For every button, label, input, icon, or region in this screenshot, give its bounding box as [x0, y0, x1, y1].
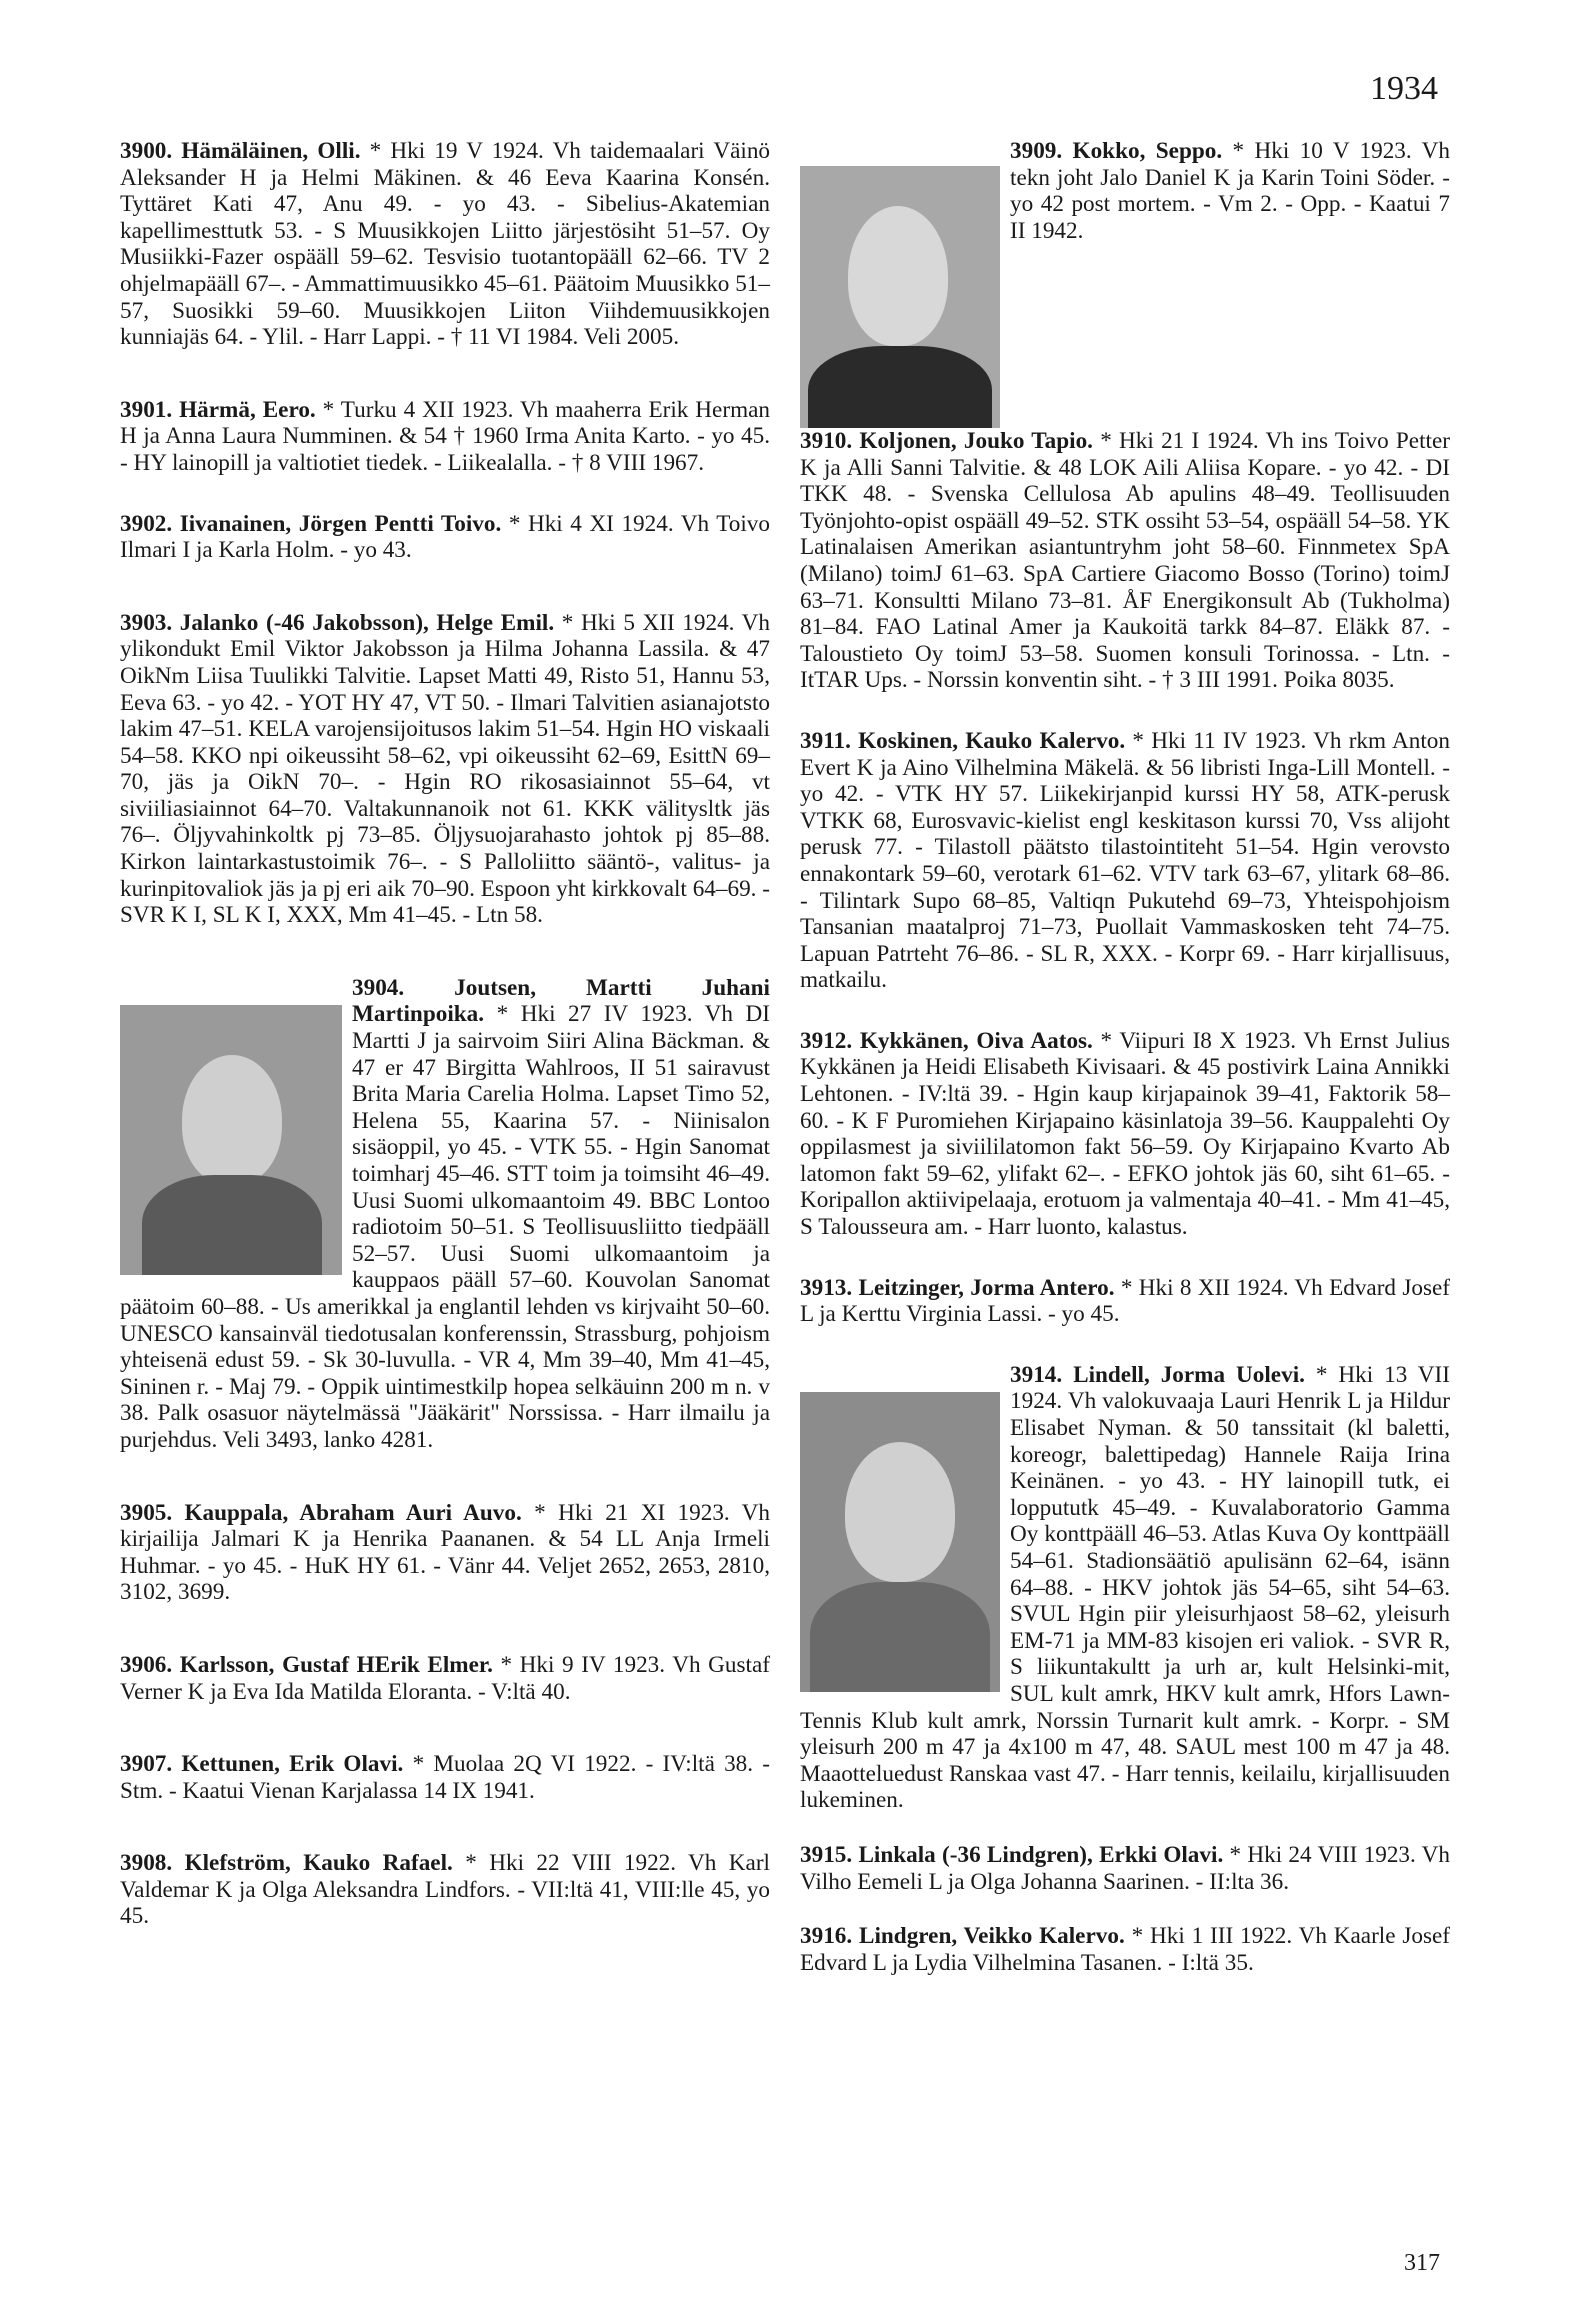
entry-heading: 3905. Kauppala, Abraham Auri Auvo. [120, 1499, 535, 1526]
entry-heading: 3912. Kykkänen, Oiva Aatos. [800, 1027, 1101, 1054]
entry-text: * Hki 27 IV 1923. Vh DI Martti J ja sairvoim Siiri Alina Bäckman. & 47 er 47 Birgitta Wahlroos, II 51 sairavust Brita Maria Carelia Holma. Lapset Timo 52, Helena 55, Kaarina 57. - Niinisalon sisäoppil, yo 45. - VTK 55. - Hgin Sanomat toimharj 45–46. STT toim ja toimsiht 46–49. Uusi Suomi ulkomaantoim 49. BBC Lontoo radiotoim 50–51. S Teollisuusliitto tiedpääll 52–57. Uusi Suomi ulkomaantoim ja kauppaos pääll 57–60. Kouvolan Sanomat päätoim 60–88. - Us amerikkal ja englantil lehden vs kirjvaiht 50–60. UNESCO kansainväl tiedotusalan konferenssin, Strassburg, pohjoism yhteisenä edust 59. - Sk 30-luvulla. - VR 4, Mm 39–40, Mm 41–45, Sininen r. - Maj 79. - Oppik uintimestkilp hopea selkäuinn 200 m n. v 38. Palk osasuor näytelmässä "Jääkärit" Norssissa. - Harr ilmailu ja purjehdus. Veli 3493, lanko 4281. [120, 1001, 770, 1453]
portrait-photo [800, 166, 1000, 428]
entry-3902 [120, 511, 770, 564]
left-column [120, 138, 770, 1930]
entry-3908 [120, 1850, 770, 1930]
entry-heading: 3913. Leitzinger, Jorma Antero. [800, 1274, 1121, 1301]
year-label: 1934 [1370, 70, 1438, 107]
entry-heading: 3914. Lindell, Jorma Uolevi. [1010, 1361, 1316, 1388]
entry-text: * Hki 22 VIII 1922. Vh Karl Valdemar K ja Olga Aleksandra Lindfors. - VII:ltä 41, VIII:lle 45, yo 45. [120, 1850, 770, 1930]
entry-3913 [800, 1275, 1450, 1328]
entry-heading: 3909. Kokko, Seppo. [1010, 138, 1233, 164]
entry-text: * Hki 1 III 1922. Vh Kaarle Josef Edvard L ja Lydia Vilhelmina Tasanen. - I:ltä 35. [800, 1923, 1450, 1976]
portrait-body [810, 1582, 990, 1692]
page-number: 317 [1404, 2250, 1440, 2276]
entry-heading: 3910. Koljonen, Jouko Tapio. [800, 428, 1101, 454]
entry-3909 [800, 138, 1450, 244]
entry-heading: 3904. Joutsen, Martti Juhani Martinpoika. [352, 974, 770, 1028]
entry-heading: 3907. Kettunen, Erik Olavi. [120, 1751, 413, 1778]
entry-text: * Turku 4 XII 1923. Vh maaherra Erik Herman H ja Anna Laura Numminen. & 54 † 1960 Irma Anita Karto. - yo 45. - HY lainopill ja valtiotiet tiedek. - Liikealalla. - † 8 VIII 1967. [120, 396, 770, 476]
entry-heading: 3901. Härmä, Eero. [120, 396, 323, 423]
entry-heading: 3916. Lindgren, Veikko Kalervo. [800, 1923, 1132, 1950]
entry-heading: 3911. Koskinen, Kauko Kalervo. [800, 727, 1133, 754]
entry-3916 [800, 1923, 1450, 1976]
entry-heading: 3900. Hämäläinen, Olli. [120, 138, 370, 164]
entry-text: * Hki 8 XII 1924. Vh Edvard Josef L ja Kerttu Virginia Lassi. - yo 45. [800, 1274, 1450, 1328]
entry-heading: 3908. Klefström, Kauko Rafael. [120, 1850, 466, 1877]
entry-text: * Hki 10 V 1923. Vh tekn joht Jalo Daniel K ja Karin Toini Söder. - yo 42 post mortem. - Vm 2. - Opp. - Kaatui 7 II 1942. [1010, 138, 1451, 244]
entry-3905 [120, 1500, 770, 1606]
entry-text: * Hki 11 IV 1923. Vh rkm Anton Evert K ja Aino Vilhelmina Mäkelä. & 56 libristi Inga-Lill Montell. - yo 42. - VTK HY 57. Liikekirjanpid kurssi HY 58, ATK-perusk VTKK 68, Eurosvavic-kielist engl keskitason kurssi 70, Vss alijoht perusk 77. - Tilastoll päätsto tilastointiteht 51–54. Hgin verovsto ennakontark 59–60, verotark 61–62. VTV tark 63–67, ylitark 68–86. - Tilintark Supo 68–85, Valtiqn Pukutehd 69–73, Yhteispohjoism Tansanian maatalproj 71–73, Puollait Vammaskosken teht 74–75. Lapuan Patrteht 76–86. - SL R, XXX. - Korpr 69. - Harr kirjallisuus, matkailu. [800, 727, 1450, 994]
entry-3906 [120, 1652, 770, 1705]
entry-text: * Viipuri I8 X 1923. Vh Ernst Julius Kykkänen ja Heidi Elisabeth Kivisaari. & 45 postivirk Laina Annikki Lehtonen. - IV:ltä 39. - Hgin kaup kirjapainok 39–41, Faktorik 58–60. - K F Puromiehen Kirjapaino käsinlatoja 39–56. Kauppalehti Oy oppilasmest ja siviililatomon fakt 56–59. Oy Kirjapaino Kvarto Ab latomon fakt 59–62, ylifakt 62–. - EFKO johtok jäs 60, siht 61–65. - Koripallon aktiivipelaaja, erotuom ja valmentaja 40–41. - Mm 41–45, S Talousseura am. - Harr luonto, kalastus. [800, 1027, 1450, 1241]
entry-3907 [120, 1751, 770, 1804]
entry-3903 [120, 610, 770, 929]
portrait-face [848, 206, 948, 346]
portrait-face [182, 1055, 282, 1185]
entry-3912 [800, 1028, 1450, 1241]
entry-heading: 3906. Karlsson, Gustaf HErik Elmer. [120, 1651, 501, 1678]
portrait-photo [800, 1392, 1000, 1692]
entry-heading: 3903. Jalanko (-46 Jakobsson), Helge Emil. [120, 609, 562, 636]
entry-text: * Hki 19 V 1924. Vh taidemaalari Väinö Aleksander H ja Helmi Mäkinen. & 46 Eeva Kaarina Konsén. Tyttäret Kati 47, Anu 49. - yo 43. - Sibelius-Akatemian kapellimesttutk 53. - S Muusikkojen Liitto järjestösiht 51–57. Oy Musiikki-Fazer ospääll 59–62. Tesvisio tuotantopääll 62–66. TV 2 ohjelmapääll 67–. - Ammattimuusikko 45–61. Päätoim Muusikko 51–57, Suosikki 59–60. Muusikkojen Liiton Viihdemuusikkojen kunniajäs 64. - Ylil. - Harr Lappi. - † 11 VI 1984. Veli 2005. [120, 138, 771, 351]
entry-text: * Hki 21 XI 1923. Vh kirjailija Jalmari K ja Henrika Paananen. & 54 LL Anja Irmeli Huhmar. - yo 45. - HuK HY 61. - Vänr 44. Veljet 2652, 2653, 2810, 3102, 3699. [120, 1499, 770, 1606]
entry-3911 [800, 728, 1450, 994]
entry-3904 [120, 975, 770, 1454]
entry-3910 [800, 428, 1450, 694]
entry-text: * Hki 21 I 1924. Vh ins Toivo Petter K ja Alli Sanni Talvitie. & 48 LOK Aili Aliisa Kopare. - yo 42. - DI TKK 48. - Svenska Cellulosa Ab apulins 48–49. Teollisuuden Työnjohto-opist ospääll 49–52. STK ossiht 53–54, ospääll 54–58. YK Latinalaisen Amerikan asiantuntryhm joht 58–60. Finnmetex SpA (Milano) toimJ 61–63. SpA Cartiere Giacomo Bosso (Torino) toimJ 63–71. Konsultti Milano 73–81. ÅF Energikonsult Ab (Tukholma) 81–84. FAO Latinal Amer ja Kaukoitä tarkk 84–87. Eläkk 87. - Taloustieto Oy toimJ 53–58. Suomen konsuli Torinossa. - Ltn. - ItTAR Ups. - Norssin konventin siht. - † 3 III 1991. Poika 8035. [800, 428, 1450, 694]
right-column [800, 138, 1450, 1976]
portrait-face [845, 1442, 955, 1582]
portrait-photo [120, 1005, 342, 1275]
portrait-body [808, 346, 992, 428]
entry-text: * Hki 4 XI 1924. Vh Toivo Ilmari I ja Karla Holm. - yo 43. [120, 510, 770, 564]
entry-3915 [800, 1842, 1450, 1895]
entry-text: * Hki 5 XII 1924. Vh ylikondukt Emil Viktor Jakobsson ja Hilma Johanna Lassila. & 47 OikNm Liisa Tuulikki Talvitie. Lapset Matti 49, Risto 51, Hannu 53, Eeva 63. - yo 42. - YOT HY 47, VT 50. - Ilmari Talvitien asianajotsto lakim 47–51. KELA varojensijoitusos lakim 51–54. Hgin HO viskaali 54–58. KKO npi oikeussiht 58–62, vpi oikeussiht 62–69, EsittN 69–70, jäs ja OikN 70–. - Hgin RO rikosasiainnot 55–64, vt siviiliasiainnot 64–70. Valtakunnanoik not 61. KKK välitysltk jäs 76–. Öljyvahinkoltk pj 73–85. Öljysuojarahasto johtok pj 85–88. Kirkon laintarkastustoimik 76–. - S Palloliitto sääntö-, valitus- ja kurinpitovaliok jäs ja pj eri aik 70–90. Espoon yht kirkkovalt 64–69. - SVR K I, SL K I, XXX, Mm 41–45. - Ltn 58. [120, 609, 770, 929]
entry-3914 [800, 1362, 1450, 1814]
entry-heading: 3902. Iivanainen, Jörgen Pentti Toivo. [120, 510, 509, 537]
portrait-body [142, 1175, 322, 1275]
entry-text: * Hki 24 VIII 1923. Vh Vilho Eemeli L ja Olga Johanna Saarinen. - II:lta 36. [800, 1841, 1450, 1895]
entry-text: * Hki 13 VII 1924. Vh valokuvaaja Lauri Henrik L ja Hildur Elisabet Nyman. & 50 tanssitait (kl baletti, koreogr, balettipedag) Hannele Raija Irina Keinänen. - yo 43. - HY lainopill tutk, ei loppututk 45–49. - Kuvalaboratorio Gamma Oy konttpääll 46–53. Atlas Kuva Oy konttpääll 54–61. Stadionsäätiö apulisänn 62–64, isänn 64–88. - HKV johtok jäs 54–65, siht 54–63. SVUL Hgin piir yleisurhjaost 58–62, yleisurh EM-71 ja MM-83 kisojen eri valiok. - SVR R, S liikuntakultt ja urh ar, kult Helsinki-mit, SUL kult amrk, HKV kult amrk, Hfors Lawn-Tennis Klub kult amrk, Norssin Turnarit kult amrk. - Korpr. - SM yleisurh 200 m 47 ja 4x100 m 47, 48. SAUL mest 100 m 47 ja 48. Maaotteluedust Ranskaa vast 47. - Harr tennis, keilailu, kirjallisuuden lukeminen. [800, 1361, 1450, 1814]
entry-heading: 3915. Linkala (-36 Lindgren), Erkki Olavi. [800, 1841, 1230, 1868]
entry-3901 [120, 397, 770, 477]
entry-text: * Muolaa 2Q VI 1922. - IV:ltä 38. - Stm. - Kaatui Vienan Karjalassa 14 IX 1941. [120, 1751, 770, 1804]
entry-3900 [120, 138, 770, 351]
entry-text: * Hki 9 IV 1923. Vh Gustaf Verner K ja Eva Ida Matilda Eloranta. - V:ltä 40. [120, 1651, 770, 1705]
